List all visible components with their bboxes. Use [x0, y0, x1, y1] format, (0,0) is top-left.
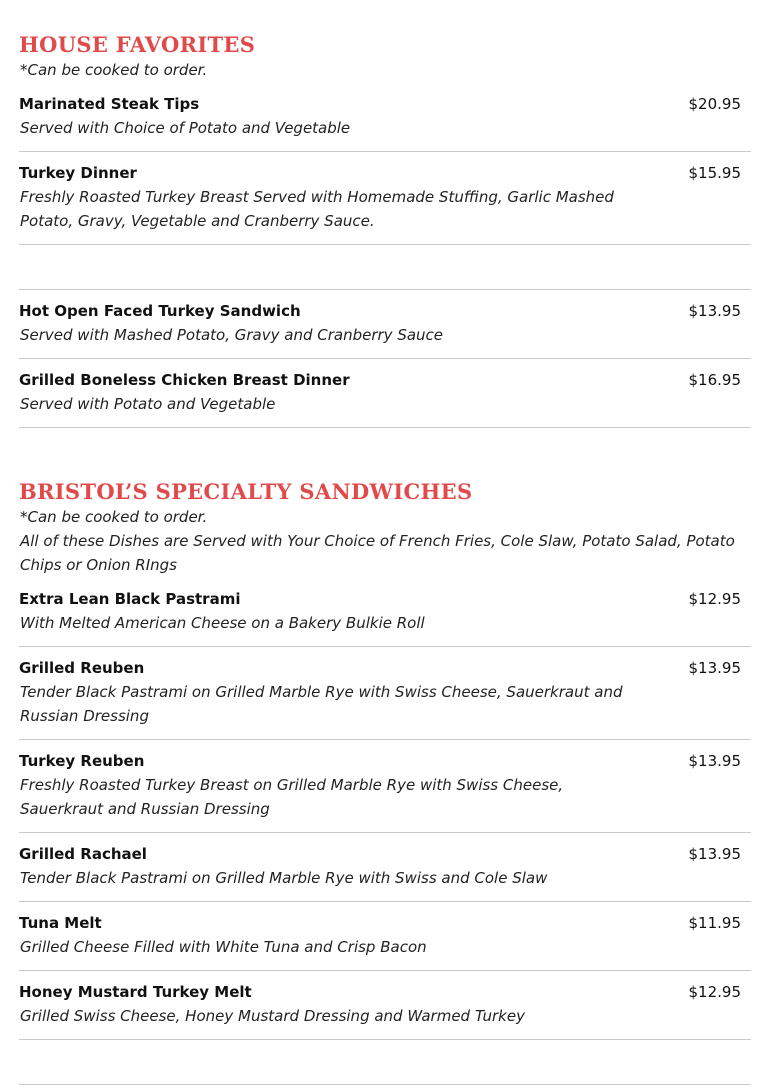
divider	[19, 1039, 751, 1040]
divider	[19, 427, 751, 428]
menu-item-price: $13.95	[688, 845, 741, 863]
menu-item-price: $15.95	[688, 164, 741, 182]
menu-item-name: Extra Lean Black Pastrami	[19, 590, 241, 608]
section-title-house-favorites: HOUSE FAVORITES	[19, 32, 256, 57]
menu-item-name: Turkey Reuben	[19, 752, 145, 770]
menu-item-description: Grilled Swiss Cheese, Honey Mustard Dressing and Warmed Turkey	[20, 1007, 525, 1025]
divider	[19, 739, 751, 740]
menu-item-name: Grilled Reuben	[19, 659, 145, 677]
divider	[19, 151, 751, 152]
menu-item-price: $13.95	[688, 752, 741, 770]
divider	[19, 244, 751, 245]
menu-item-name: Hot Open Faced Turkey Sandwich	[19, 302, 301, 320]
divider	[19, 832, 751, 833]
divider	[19, 970, 751, 971]
menu-item-name: Grilled Rachael	[19, 845, 147, 863]
menu-item-description: Tender Black Pastrami on Grilled Marble Rye with Swiss and Cole Slaw	[20, 869, 548, 887]
menu-item-price: $20.95	[688, 95, 741, 113]
divider	[19, 646, 751, 647]
menu-item-price: $11.95	[688, 914, 741, 932]
menu-item-description: Served with Potato and Vegetable	[20, 395, 276, 413]
section-note: All of these Dishes are Served with Your Choice of French Fries, Cole Slaw, Potato Salad, Potato Chips or Onion RIngs	[20, 532, 735, 574]
section-note: *Can be cooked to order.	[20, 61, 208, 79]
divider	[19, 901, 751, 902]
menu-item-description: Served with Mashed Potato, Gravy and Cranberry Sauce	[20, 326, 444, 344]
menu-item-price: $13.95	[688, 302, 741, 320]
menu-item-name: Marinated Steak Tips	[19, 95, 200, 113]
menu-item-name: Tuna Melt	[19, 914, 102, 932]
menu-item-description: Freshly Roasted Turkey Breast Served with Homemade Stuffing, Garlic Mashed Potato, Gravy, Vegetable and Cranberry Sauce.	[20, 188, 614, 230]
menu-item-description: Tender Black Pastrami on Grilled Marble Rye with Swiss Cheese, Sauerkraut and Russian Dressing	[20, 683, 623, 725]
menu-item-description: Grilled Cheese Filled with White Tuna and Crisp Bacon	[20, 938, 427, 956]
menu-item-price: $16.95	[688, 371, 741, 389]
section-note: *Can be cooked to order.	[20, 508, 208, 526]
menu-item-description: With Melted American Cheese on a Bakery Bulkie Roll	[20, 614, 425, 632]
menu-item-name: Grilled Boneless Chicken Breast Dinner	[19, 371, 350, 389]
divider	[19, 1084, 751, 1085]
menu-item-price: $12.95	[688, 590, 741, 608]
menu-item-name: Turkey Dinner	[19, 164, 137, 182]
divider	[19, 358, 751, 359]
divider	[19, 289, 751, 290]
section-title-specialty-sandwiches: BRISTOL’S SPECIALTY SANDWICHES	[19, 479, 473, 504]
menu-item-description: Served with Choice of Potato and Vegetable	[20, 119, 351, 137]
menu-item-name: Honey Mustard Turkey Melt	[19, 983, 252, 1001]
menu-item-price: $12.95	[688, 983, 741, 1001]
menu-item-description: Freshly Roasted Turkey Breast on Grilled Marble Rye with Swiss Cheese, Sauerkraut and Russian Dressing	[20, 776, 564, 818]
menu-item-price: $13.95	[688, 659, 741, 677]
